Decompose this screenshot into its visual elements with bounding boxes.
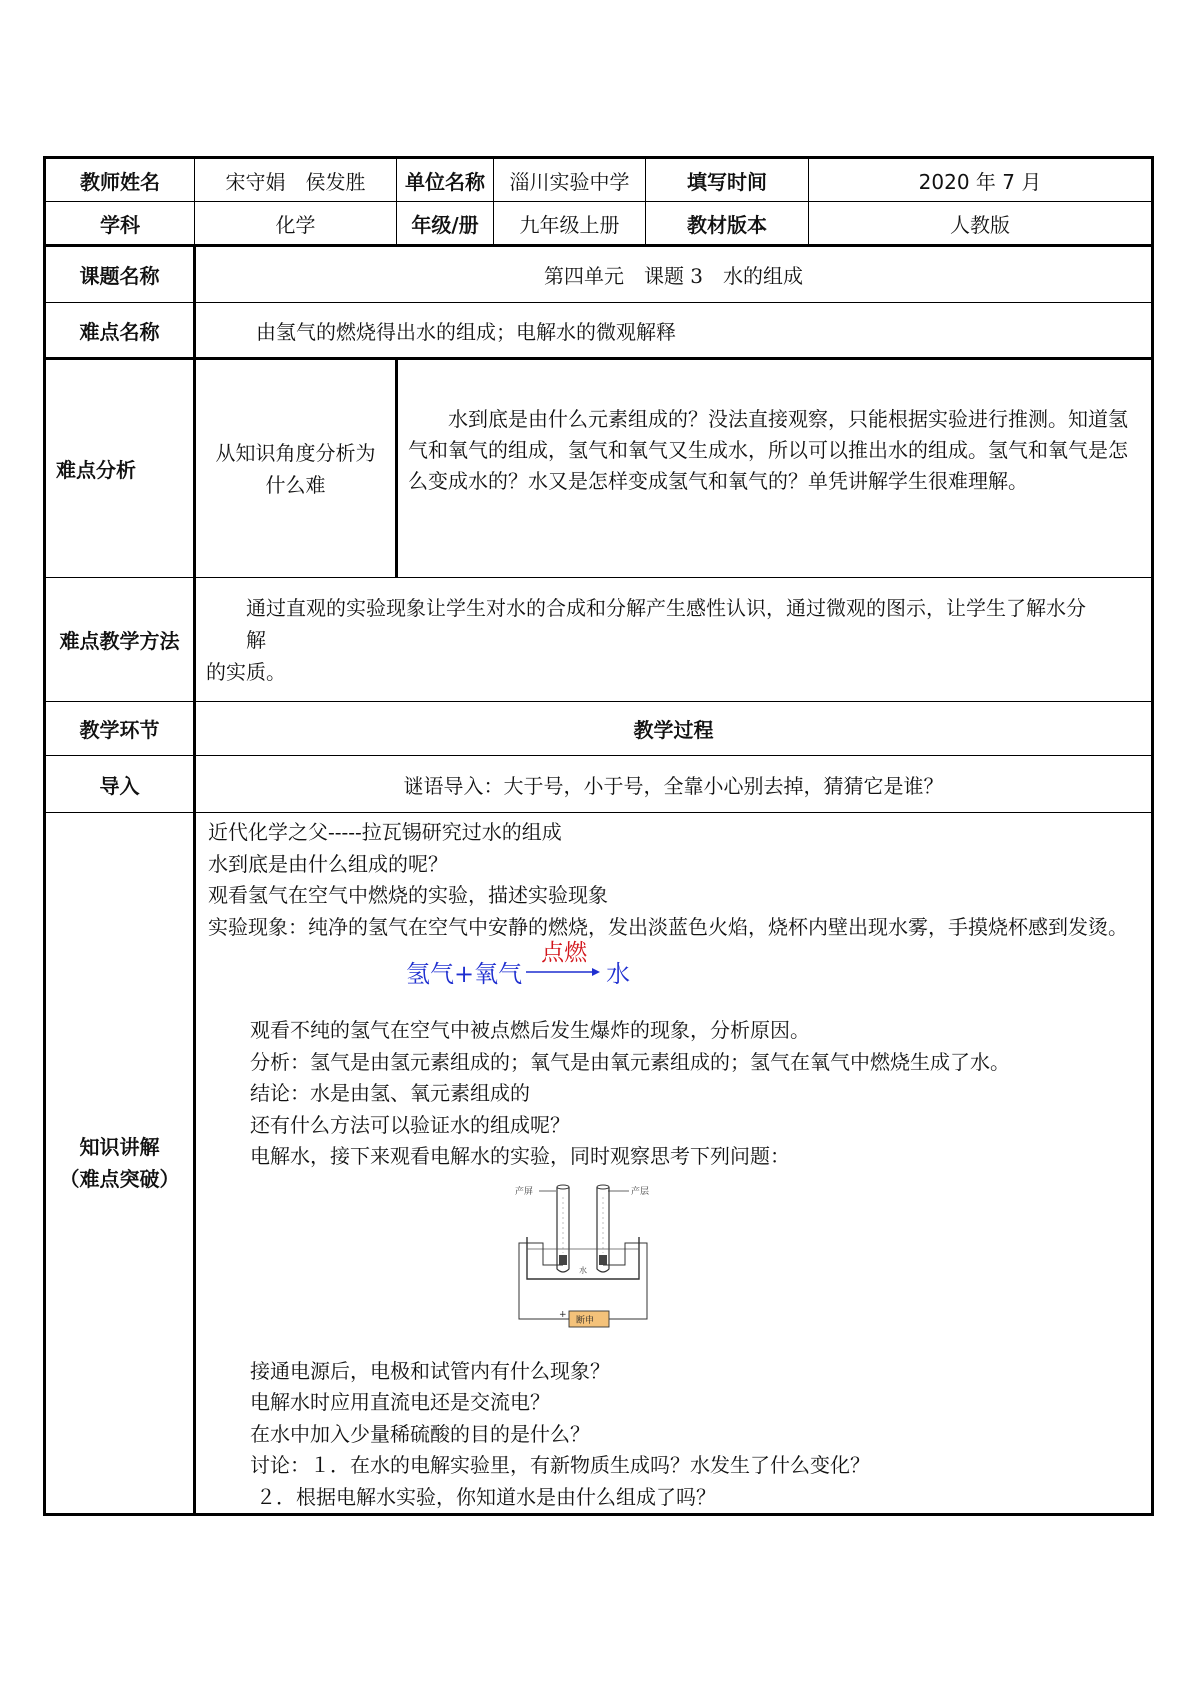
knowledge-line: 电解水时应用直流电还是交流电？ [250, 1390, 550, 1414]
method-line-2: 解 [246, 627, 266, 652]
topic-value: 第四单元 课题 3 水的组成 [195, 246, 1153, 303]
method-line-3: 的实质。 [206, 659, 286, 684]
knowledge-line: 观看氢气在空气中燃烧的实验，描述实验现象 [208, 883, 608, 907]
lesson-plan-table [43, 156, 1154, 1516]
knowledge-line: 还有什么方法可以验证水的组成呢？ [250, 1112, 570, 1137]
knowledge-line: 在水中加入少量稀硫酸的目的是什么？ [250, 1421, 590, 1446]
method-label: 难点教学方法 [45, 578, 195, 702]
knowledge-content [195, 813, 1153, 1515]
knowledge-label [45, 813, 195, 1515]
combustion-equation [406, 940, 1141, 989]
teacher-label: 教师姓名 [45, 158, 195, 202]
knowledge-line: 观看不纯的氢气在空气中被点燃后发生爆炸的现象，分析原因。 [250, 1018, 810, 1042]
method-line-1: 通过直观的实验现象让学生对水的合成和分解产生感性认识，通过微观的图示，让学生了解水分 [246, 595, 1086, 620]
knowledge-line: 接通电源后，电极和试管内有什么现象？ [250, 1358, 610, 1383]
unit-label: 单位名称 [397, 158, 494, 202]
figure-label-power: 断申 [576, 1315, 595, 1326]
knowledge-line: 结论：水是由氢、氧元素组成的 [250, 1081, 530, 1105]
difficulty-label: 难点名称 [45, 303, 195, 359]
topic-label: 课题名称 [45, 246, 195, 303]
equation-reactants: 氢气+氧气 [406, 960, 523, 988]
process-header-value: 教学过程 [195, 702, 1153, 756]
subject-value: 化学 [195, 202, 397, 246]
analysis-text: 水到底是由什么元素组成的？没法直接观察，只能根据实验进行推测。知道氢气和氧气的组成，氢气和氧气又生成水，所以可以推出水的组成。氢气和氧气是怎么变成水的？水又是怎样变成氢气和氧气的？单凭讲解学生很难理解。 [397, 359, 1153, 578]
unit-value: 淄川实验中学 [494, 158, 646, 202]
equation-condition: 点燃 [541, 940, 588, 966]
figure-label-right: 产层 [631, 1186, 650, 1197]
knowledge-line: 分析：氢气是由氢元素组成的；氧气是由氧元素组成的；氢气在氧气中燃烧生成了水。 [250, 1049, 1010, 1074]
knowledge-label-line-1: 知识讲解 [79, 1135, 160, 1159]
knowledge-line: 电解水，接下来观看电解水的实验，同时观察思考下列问题： [250, 1144, 790, 1168]
knowledge-line: 讨论：１．在水的电解实验里，有新物质生成吗？水发生了什么变化？ [250, 1453, 870, 1477]
figure-label-water: 水 [579, 1265, 587, 1275]
process-header-label: 教学环节 [45, 702, 195, 756]
equation-arrow-group [526, 934, 602, 989]
date-value: 2020 年 7 月 [809, 158, 1153, 202]
subject-label: 学科 [45, 202, 195, 246]
grade-value: 九年级上册 [494, 202, 646, 246]
intro-value: 谜语导入：大于号，小于号，全靠小心别去掉，猜猜它是谁？ [195, 756, 1153, 813]
method-cell [195, 578, 1153, 702]
knowledge-label-line-2: （难点突破） [59, 1167, 180, 1191]
date-label: 填写时间 [646, 158, 809, 202]
analysis-sublabel: 从知识角度分析为什么难 [195, 359, 397, 578]
knowledge-line: 实验现象：纯净的氢气在空气中安静的燃烧，发出淡蓝色火焰，烧杯内壁出现水雾，手摸烧杯感到发烫。 [208, 914, 1128, 939]
knowledge-line: 近代化学之父-----拉瓦锡研究过水的组成 [208, 820, 562, 844]
knowledge-line: ２．根据电解水实验，你知道水是由什么组成了吗？ [256, 1484, 716, 1509]
intro-label: 导入 [45, 756, 195, 813]
equation-product: 水 [606, 960, 631, 988]
electrolysis-apparatus-figure [513, 1183, 663, 1333]
knowledge-line: 水到底是由什么组成的呢？ [208, 851, 448, 876]
analysis-label: 难点分析 [45, 359, 195, 578]
edition-value: 人教版 [809, 202, 1153, 246]
figure-label-left: 产屏 [515, 1186, 534, 1197]
difficulty-value: 由氢气的燃烧得出水的组成；电解水的微观解释 [195, 303, 1153, 359]
teacher-value: 宋守娟 侯发胜 [195, 158, 397, 202]
grade-label: 年级/册 [397, 202, 494, 246]
equation-arrow-icon [526, 967, 600, 977]
edition-label: 教材版本 [646, 202, 809, 246]
svg-text:+: + [559, 1309, 567, 1320]
